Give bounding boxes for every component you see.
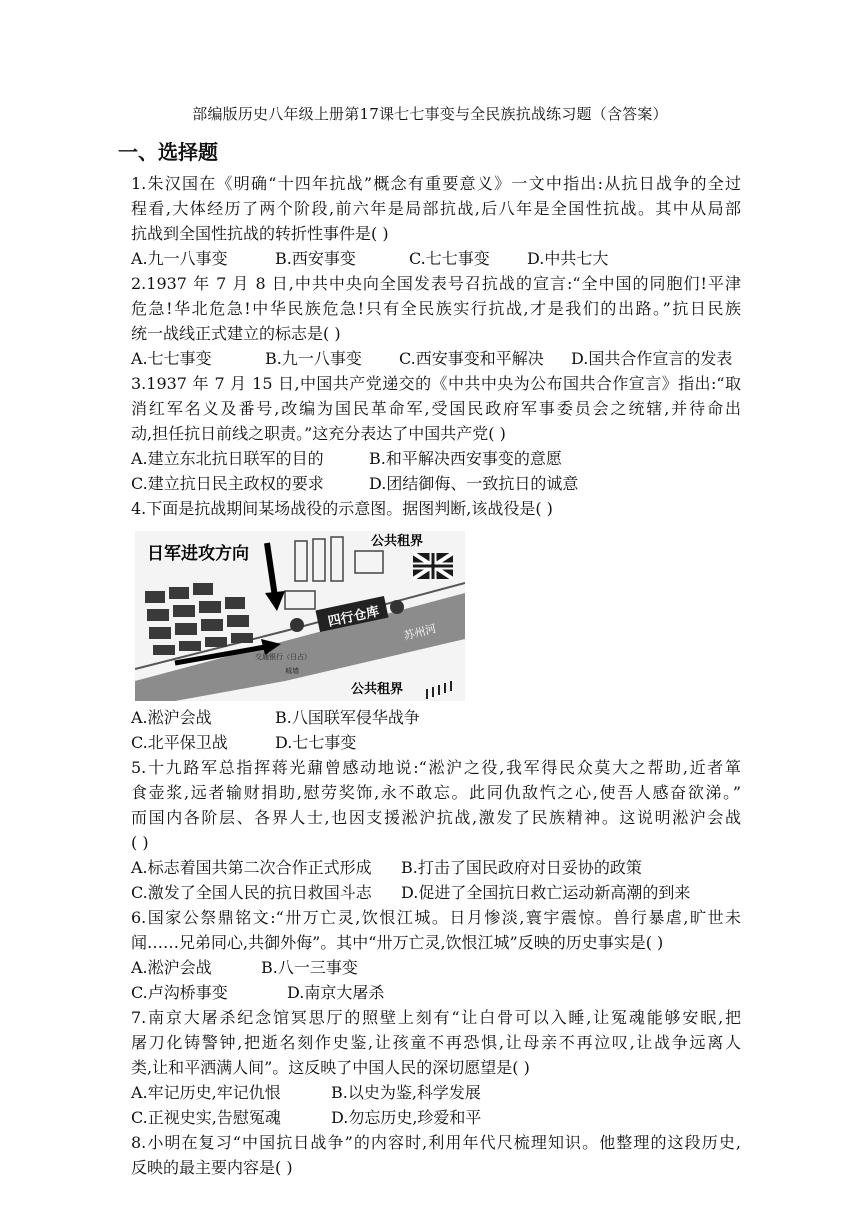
question-text-line: 5.十九路军总指挥蒋光鼐曾感动地说:“淞沪之役,我军得民众莫大之帮助,近者箪 xyxy=(131,758,741,777)
option-a[interactable]: A.淞沪会战 xyxy=(131,708,212,727)
question-text-line: 类,让和平洒满人间”。这反映了中国人民的深切愿望是( ) xyxy=(131,1058,530,1077)
option-c[interactable]: C.激发了全国人民的抗日救国斗志 xyxy=(131,883,372,902)
question-text-line: ( ) xyxy=(131,833,149,852)
question-text-line: 抗战到全国性抗战的转折性事件是( ) xyxy=(131,224,389,243)
question-text-line: 程看,大体经历了两个阶段,前六年是局部抗战,后八年是全国性抗战。其中从局部 xyxy=(131,199,741,218)
option-b[interactable]: B.西安事变 xyxy=(275,249,356,268)
option-d[interactable]: D.南京大屠杀 xyxy=(287,983,385,1002)
question-text-line: 消红军名义及番号,改编为国民革命军,受国民政府军事委员会之统辖,并待命出 xyxy=(131,399,741,418)
question-text-line: 4.下面是抗战期间某场战役的示意图。据图判断,该战役是( ) xyxy=(131,499,553,518)
options-row xyxy=(131,471,741,496)
question-text-line: 8.小明在复习“中国抗日战争”的内容时,利用年代尺梳理知识。他整理的这段历史, xyxy=(131,1133,741,1152)
question-text-line: 统一战线正式建立的标志是( ) xyxy=(131,324,341,343)
question-text-line: 6.国家公祭鼎铭文:“卅万亡灵,饮恨江城。日月惨淡,寰宇震惊。兽行暴虐,旷世未 xyxy=(131,908,741,927)
union-flag-icon xyxy=(413,553,453,579)
section-heading: 一、选择题 xyxy=(118,140,218,164)
options-row xyxy=(131,1105,741,1130)
concession-label-bottom: 公共租界 xyxy=(351,682,404,697)
question-5 xyxy=(131,755,741,905)
option-b[interactable]: B.九一八事变 xyxy=(265,349,362,368)
option-a[interactable]: A.九一八事变 xyxy=(131,249,228,268)
question-list xyxy=(131,171,741,1180)
option-d[interactable]: D.促进了全国抗日救亡运动新高潮的到来 xyxy=(401,883,691,902)
option-d[interactable]: D.中共七大 xyxy=(527,249,609,268)
options-row xyxy=(131,730,741,755)
option-c[interactable]: C.正视史实,告慰冤魂 xyxy=(131,1108,281,1127)
question-1 xyxy=(131,171,741,271)
question-4 xyxy=(131,496,741,755)
question-text-line: 1.朱汉国在《明确“十四年抗战”概念有重要意义》一文中指出:从抗日战争的全过 xyxy=(131,174,741,193)
option-d[interactable]: D.国共合作宣言的发表 xyxy=(571,349,733,368)
option-a[interactable]: A.标志着国共第二次合作正式形成 xyxy=(131,858,372,877)
option-c[interactable]: C.七七事变 xyxy=(409,249,490,268)
question-text-line: 反映的最主要内容是( ) xyxy=(131,1158,293,1177)
bank-label: 交通银行（日占） xyxy=(255,653,311,661)
option-b[interactable]: B.八国联军侵华战争 xyxy=(275,708,420,727)
question-3 xyxy=(131,371,741,496)
question-8 xyxy=(131,1130,741,1180)
question-text-line: 而国内各阶层、各界人士,也因支援淞沪抗战,激发了民族精神。这说明淞沪会战 xyxy=(131,808,741,827)
options-row xyxy=(131,446,741,471)
question-text-line: 食壶浆,远者输财捐助,慰劳奖饰,永不敢忘。此同仇敌忾之心,使吾人感奋欲涕。” xyxy=(131,783,741,802)
question-text-line: 屠刀化铸警钟,把逝名刻作史鉴,让孩童不再恐惧,让母亲不再泣叹,让战争远离人 xyxy=(131,1033,741,1052)
option-d[interactable]: D.七七事变 xyxy=(275,733,357,752)
option-d[interactable]: D.勿忘历史,珍爱和平 xyxy=(331,1108,482,1127)
option-b[interactable]: B.打击了国民政府对日妥协的政策 xyxy=(401,858,642,877)
question-text-line: 闻……兄弟同心,共御外侮”。其中“卅万亡灵,饮恨江城”反映的历史事实是( ) xyxy=(131,933,664,952)
map-dot xyxy=(390,600,404,614)
option-c[interactable]: C.卢沟桥事变 xyxy=(131,983,228,1002)
options-row xyxy=(131,705,741,730)
options-row xyxy=(131,1080,741,1105)
option-b[interactable]: B.和平解决西安事变的意愿 xyxy=(369,449,562,468)
battle-map-figure xyxy=(135,531,465,701)
question-text-line: 动,担任抗日前线之职责。”这充分表达了中国共产党( ) xyxy=(131,424,506,443)
options-row xyxy=(131,855,741,880)
question-7 xyxy=(131,1005,741,1130)
question-6 xyxy=(131,905,741,1005)
option-b[interactable]: B.八一三事变 xyxy=(261,958,358,977)
question-text-line: 危急!华北危急!中华民族危急!只有全民族实行抗战,才是我们的出路。”抗日民族 xyxy=(131,299,741,318)
small-map-label: 城墙 xyxy=(285,667,299,675)
question-text-line: 3.1937 年 7 月 15 日,中国共产党递交的《中共中央为公布国共合作宣言》指出:“取 xyxy=(131,374,741,393)
option-a[interactable]: A.建立东北抗日联军的目的 xyxy=(131,449,324,468)
option-c[interactable]: C.西安事变和平解决 xyxy=(399,349,544,368)
options-row xyxy=(131,880,741,905)
options-row xyxy=(131,955,741,980)
question-text-line: 2.1937 年 7 月 8 日,中共中央向全国发表号召抗战的宣言:“全中国的同胞们!平津 xyxy=(131,274,741,293)
page-title: 部编版历史八年级上册第17课七七事变与全民族抗战练习题（含答案） xyxy=(192,105,668,123)
question-text-line: 7.南京大屠杀纪念馆冥思厅的照壁上刻有“让白骨可以入睡,让冤魂能够安眠,把 xyxy=(131,1008,741,1027)
option-b[interactable]: B.以史为鉴,科学发展 xyxy=(331,1083,481,1102)
option-a[interactable]: A.淞沪会战 xyxy=(131,958,212,977)
warehouse-label: 四行仓库 xyxy=(326,604,381,630)
attack-direction-label: 日军进攻方向 xyxy=(147,544,249,564)
option-a[interactable]: A.七七事变 xyxy=(131,349,212,368)
river-label: 苏州河 xyxy=(402,622,438,643)
options-row xyxy=(131,246,741,271)
option-d[interactable]: D.团结御侮、一致抗日的诚意 xyxy=(369,474,579,493)
option-c[interactable]: C.建立抗日民主政权的要求 xyxy=(131,474,324,493)
map-dot xyxy=(290,618,304,632)
options-row xyxy=(131,346,741,371)
option-c[interactable]: C.北平保卫战 xyxy=(131,733,228,752)
concession-label-top: 公共租界 xyxy=(371,534,424,549)
battle-map xyxy=(135,531,465,701)
options-row xyxy=(131,980,741,1005)
option-a[interactable]: A.牢记历史,牢记仇恨 xyxy=(131,1083,281,1102)
question-2 xyxy=(131,271,741,371)
